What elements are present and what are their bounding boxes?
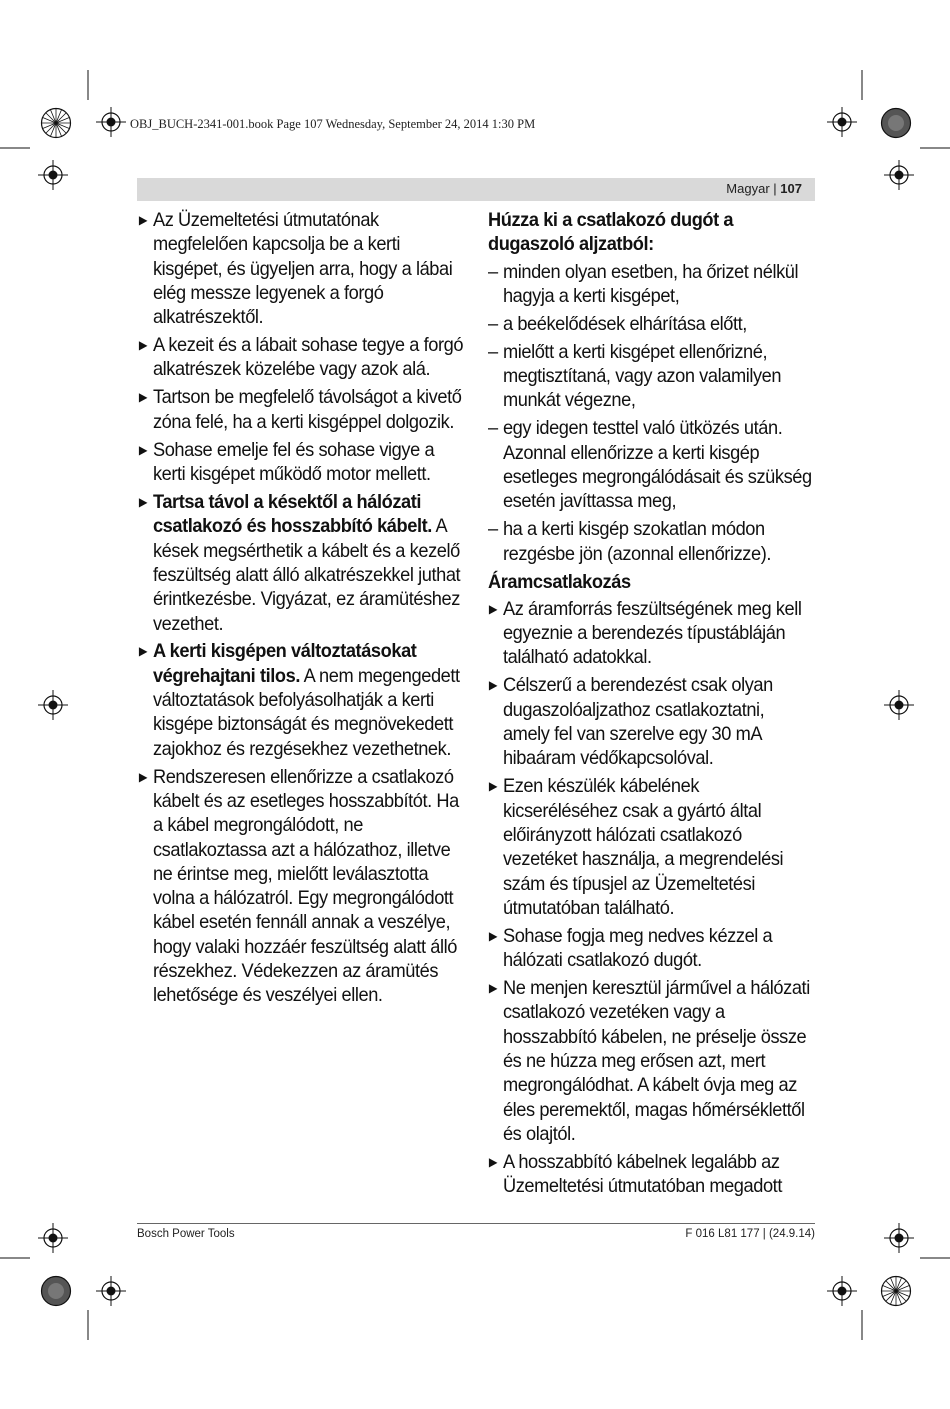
safety-item: [138, 765, 467, 1008]
right-column: [488, 208, 815, 1202]
crosshair-icon: [38, 160, 68, 190]
crosshair-icon: [884, 160, 914, 190]
safety-item: [138, 385, 467, 434]
safety-item: [488, 673, 815, 770]
crosshair-icon: [884, 1223, 914, 1253]
bullet-triangle-icon: ▶: [488, 678, 498, 693]
item-text: Sohase fogja meg nedves kézzel a hálózati csatlakozó dugót.: [502, 924, 773, 972]
item-text: A kezeit és a lábait sohase tegye a forgó alkatrészek közelébe vagy azok alá.: [152, 334, 464, 381]
bullet-triangle-icon: ▶: [138, 390, 148, 405]
bullet-triangle-icon: ▶: [138, 769, 148, 784]
item-text: Célszerű a berendezést csak olyan dugaszolóaljzathoz csatlakoztatni, amely fel van szerelve egy 30 mA hibaáram védőkapcsolóval.: [502, 674, 773, 770]
bullet-triangle-icon: ▶: [488, 1154, 498, 1169]
item-text: Sohase emelje fel és sohase vigye a kerti kisgépet működő motor mellett.: [152, 438, 435, 486]
item-text: A kések megsérthetik a kábelt és a kezelő feszültség alatt álló alkatrészekkel juthat érintkezésbe. Vigyázat, ez áramütéshez vezethet.: [152, 515, 461, 635]
print-job-header: OBJ_BUCH-2341-001.book Page 107 Wednesday, September 24, 2014 1:30 PM: [130, 117, 536, 131]
crosshair-icon: [96, 107, 126, 137]
registration-target-icon: [880, 1275, 912, 1307]
item-text: Az áramforrás feszültségének meg kell egyeznie a berendezés típustábláján található adatokkal.: [502, 597, 802, 669]
page-language-and-number: [726, 181, 802, 196]
item-text: egy idegen testtel való ütközés után. Azonnal ellenőrizze a kerti kisgép esetleges megrongálódásait és szükség esetén javíttassa meg,: [502, 417, 812, 513]
dash-list-item: [488, 260, 815, 309]
crosshair-icon: [884, 690, 914, 720]
footer-doc-code: F 016 L81 177 | (24.9.14): [685, 1228, 815, 1240]
dash-marker: –: [488, 518, 498, 541]
safety-item: [138, 208, 467, 329]
power-section-title: Áramcsatlakozás: [488, 570, 631, 593]
bullet-triangle-icon: ▶: [488, 928, 498, 943]
crosshair-icon: [827, 107, 857, 137]
bullet-triangle-icon: ▶: [138, 495, 148, 510]
left-column: [138, 208, 467, 1011]
bullet-triangle-icon: ▶: [138, 442, 148, 457]
item-text: Ezen készülék kábelének kicseréléséhez csak a gyártó által előirányzott hálózati csatlakozó vezetéket használja, a megrendelési szám és típusjel az Üzemeltetési útmutatóban található.: [502, 775, 784, 919]
crosshair-icon: [827, 1276, 857, 1306]
item-text: Tartson be megfelelő távolságot a kivető zóna felé, ha a kerti kisgéppel dolgozik.: [152, 386, 462, 433]
crosshair-icon: [96, 1276, 126, 1306]
bullet-triangle-icon: ▶: [488, 601, 498, 616]
dash-list-item: [488, 312, 815, 336]
item-text: a beékelődések elhárítása előtt,: [502, 312, 747, 335]
safety-item: [488, 597, 815, 670]
item-text: Az Üzemeltetési útmutatónak megfelelően kapcsolja be a kerti kisgépet, és ügyeljen arra, hogy a lábai elég messze legyenek a forgó alkatrészektől.: [152, 209, 453, 329]
bullet-triangle-icon: ▶: [488, 981, 498, 996]
bullet-triangle-icon: ▶: [138, 644, 148, 659]
crosshair-icon: [38, 690, 68, 720]
item-bold-text: Tartsa távol a késektől a hálózati csatlakozó és hosszabbító kábelt.: [152, 491, 432, 538]
safety-item: [138, 490, 467, 636]
running-header: [137, 178, 815, 201]
registration-target-icon: [40, 107, 72, 139]
dash-marker: –: [488, 417, 498, 440]
item-bold-text: A kerti kisgépen változtatásokat végrehajtani tilos.: [152, 640, 417, 687]
safety-item: [138, 438, 467, 487]
dash-list-item: [488, 340, 815, 413]
bullet-triangle-icon: ▶: [138, 213, 148, 227]
bullet-triangle-icon: ▶: [488, 779, 498, 794]
item-text: minden olyan esetben, ha őrizet nélkül hagyja a kerti kisgépet,: [502, 260, 799, 307]
item-text: ha a kerti kisgép szokatlan módon rezgésbe jön (azonnal ellenőrizze).: [502, 518, 771, 565]
safety-item: [488, 1150, 815, 1199]
dash-list-item: [488, 416, 815, 513]
unplug-section-title: Húzza ki a csatlakozó dugót a dugaszoló aljzatból:: [488, 209, 734, 256]
registration-dark-icon: [40, 1275, 72, 1307]
item-text: Ne menjen keresztül járművel a hálózati csatlakozó vezetéken vagy a hosszabbító kábelen, ne préselje össze és ne húzza meg erősen azt, mert megrongálódhat. A kábelt óvja meg az éles peremektől, magas hőmérséklettől és olajtól.: [502, 977, 810, 1145]
item-text: A hosszabbító kábelnek legalább az Üzemeltetési útmutatóban megadott: [502, 1150, 782, 1198]
item-text: Rendszeresen ellenőrizze a csatlakozó kábelt és az esetleges hosszabbítót. Ha a kábel megrongálódott, ne csatlakoztassa azt a hálózathoz, illetve ne érintse meg, mielőtt leválasztotta volna a hálózatról. Egy megrongálódott kábel esetén fennáll annak a veszélye, hogy valaki hozzáér feszültség alatt álló részekhez. Védekezzen az áramütés lehetősége és veszélyei ellen.: [152, 765, 459, 1007]
safety-item: [488, 976, 815, 1146]
item-text: A nem megengedett változtatások befolyásolhatják a kerti kisgépe biztonságát és megnövekedett zajokhoz és rezgésekhez vezethetnek.: [152, 664, 460, 760]
bullet-triangle-icon: ▶: [138, 338, 148, 353]
safety-item: [488, 774, 815, 920]
registration-dark-icon: [880, 107, 912, 139]
footer-brand: Bosch Power Tools: [137, 1228, 235, 1240]
page-number: 107: [780, 181, 802, 196]
safety-item: [138, 333, 467, 382]
dash-marker: –: [488, 260, 498, 283]
safety-item: [488, 924, 815, 973]
safety-item: [138, 639, 467, 760]
footer-rule: [137, 1223, 815, 1224]
language-label: Magyar: [726, 181, 770, 196]
dash-marker: –: [488, 340, 498, 363]
header-separator: |: [773, 181, 777, 196]
crosshair-icon: [38, 1223, 68, 1253]
dash-marker: –: [488, 312, 498, 335]
item-text: mielőtt a kerti kisgépet ellenőrizné, megtisztítaná, vagy azon valamilyen munkát végezne,: [502, 340, 782, 412]
dash-list-item: [488, 517, 815, 566]
